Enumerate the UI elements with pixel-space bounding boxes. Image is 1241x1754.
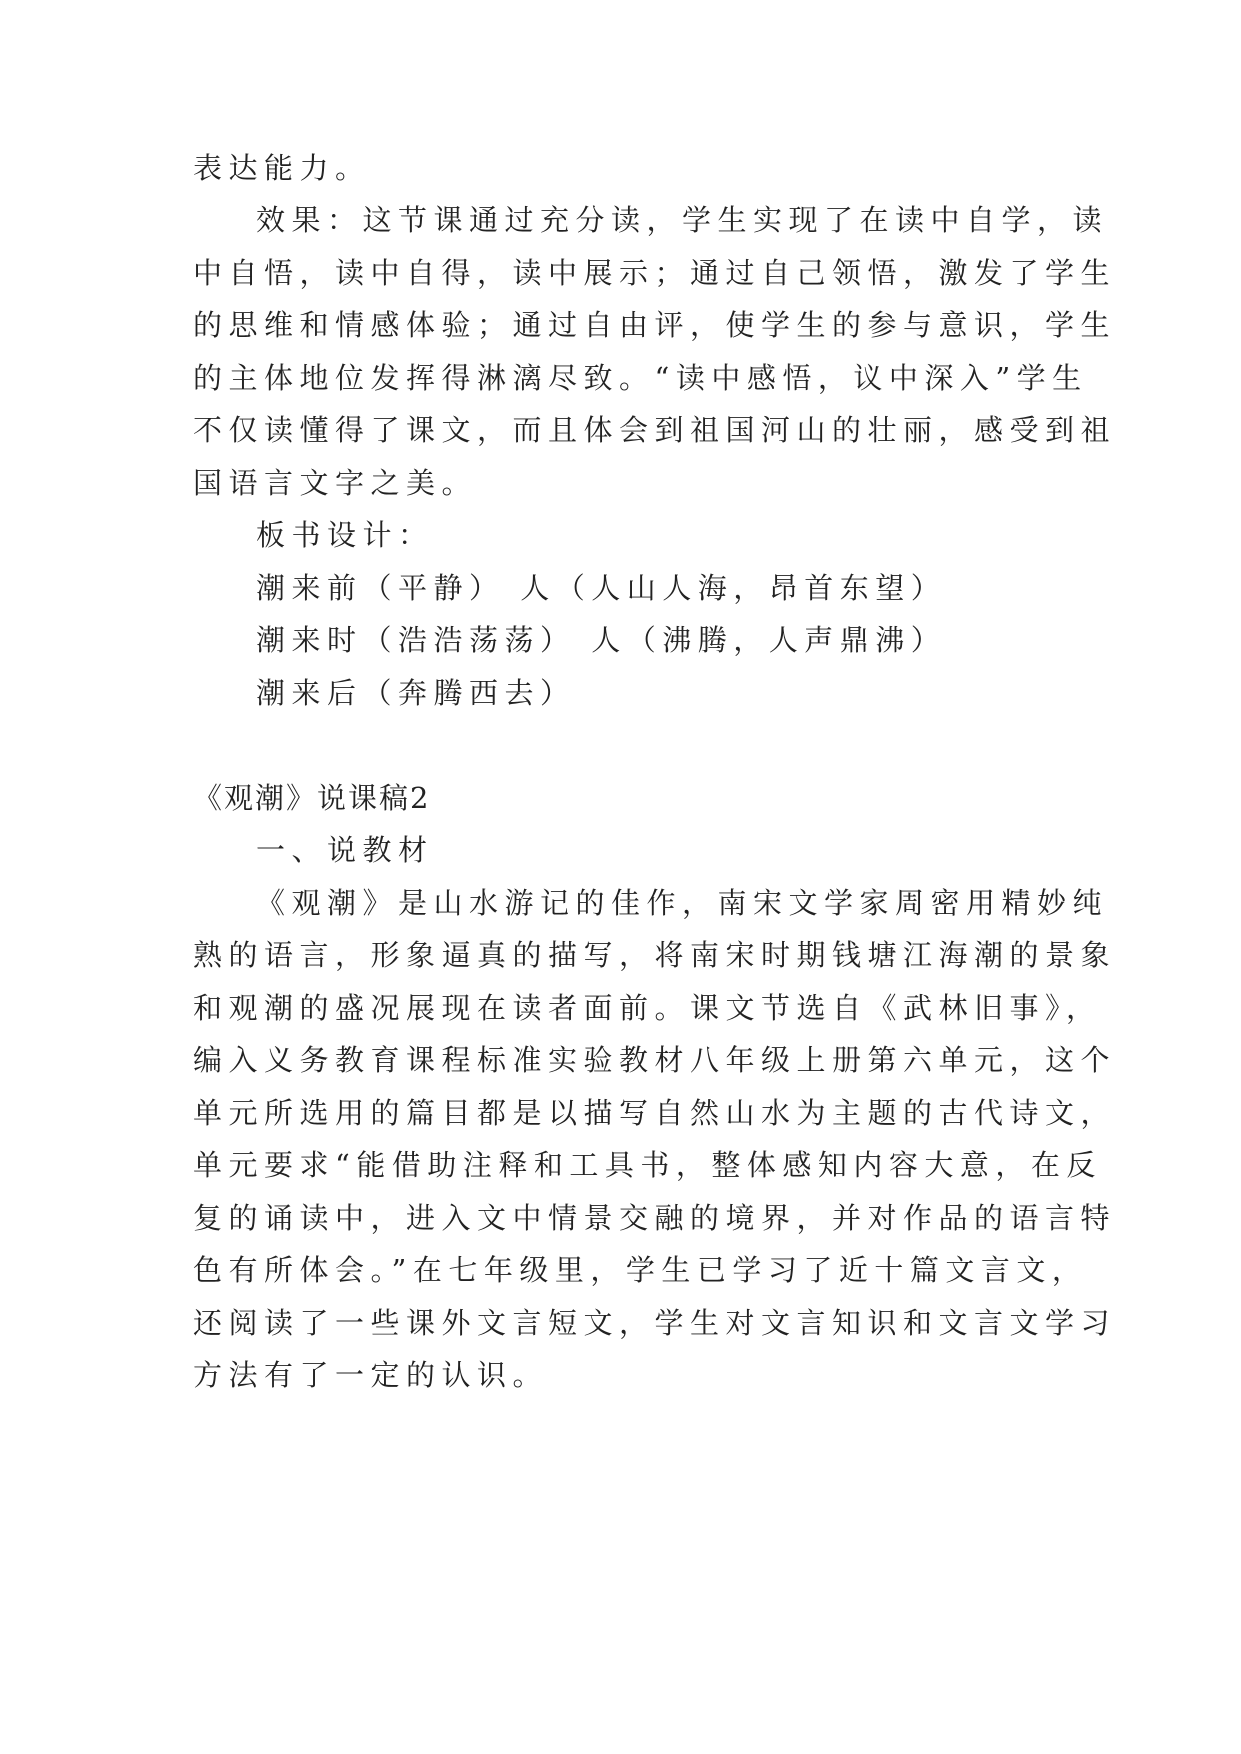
paragraph-line: 方法有了一定的认识。 xyxy=(193,1358,549,1392)
paragraph-line: 效果：这节课通过充分读，学生实现了在读中自学，读 xyxy=(256,203,1109,237)
paragraph-line: 《观潮》是山水游记的佳作，南宋文学家周密用精妙纯 xyxy=(256,886,1109,920)
paragraph-line: 单元要求“能借助注释和工具书，整体感知内容大意，在反 xyxy=(193,1148,1102,1182)
paragraph-line: 的思维和情感体验；通过自由评，使学生的参与意识，学生 xyxy=(193,308,1117,342)
paragraph-line: 国语言文字之美。 xyxy=(193,466,478,500)
paragraph-line: 中自悟，读中自得，读中展示；通过自己领悟，激发了学生 xyxy=(193,256,1117,290)
paragraph-line: 还阅读了一些课外文言短文，学生对文言知识和文言文学习 xyxy=(193,1306,1117,1340)
paragraph-line: 不仅读懂得了课文，而且体会到祖国河山的壮丽，感受到祖 xyxy=(193,413,1117,447)
section-title: 《观潮》说课稿2 xyxy=(193,781,431,815)
paragraph-line: 单元所选用的篇目都是以描写自然山水为主题的古代诗文， xyxy=(193,1096,1117,1130)
paragraph-line: 的主体地位发挥得淋漓尽致。“读中感悟，议中深入”学生 xyxy=(193,361,1088,395)
paragraph-line: 表达能力。 xyxy=(193,151,371,185)
board-design-line: 潮来时（浩浩荡荡） 人（沸腾，人声鼎沸） xyxy=(256,623,947,657)
paragraph-line: 熟的语言，形象逼真的描写，将南宋时期钱塘江海潮的景象 xyxy=(193,938,1117,972)
section-heading: 一、说教材 xyxy=(256,833,434,867)
paragraph-line: 和观潮的盛况展现在读者面前。课文节选自《武林旧事》， xyxy=(193,991,1102,1025)
board-design-line: 潮来后（奔腾西去） xyxy=(256,676,576,710)
paragraph-line: 编入义务教育课程标准实验教材八年级上册第六单元，这个 xyxy=(193,1043,1117,1077)
board-design-line: 潮来前（平静） 人（人山人海，昂首东望） xyxy=(256,571,947,605)
board-design-heading: 板书设计： xyxy=(256,518,434,552)
paragraph-line: 复的诵读中，进入文中情景交融的境界，并对作品的语言特 xyxy=(193,1201,1117,1235)
paragraph-line: 色有所体会。”在七年级里，学生已学习了近十篇文言文， xyxy=(193,1253,1088,1287)
